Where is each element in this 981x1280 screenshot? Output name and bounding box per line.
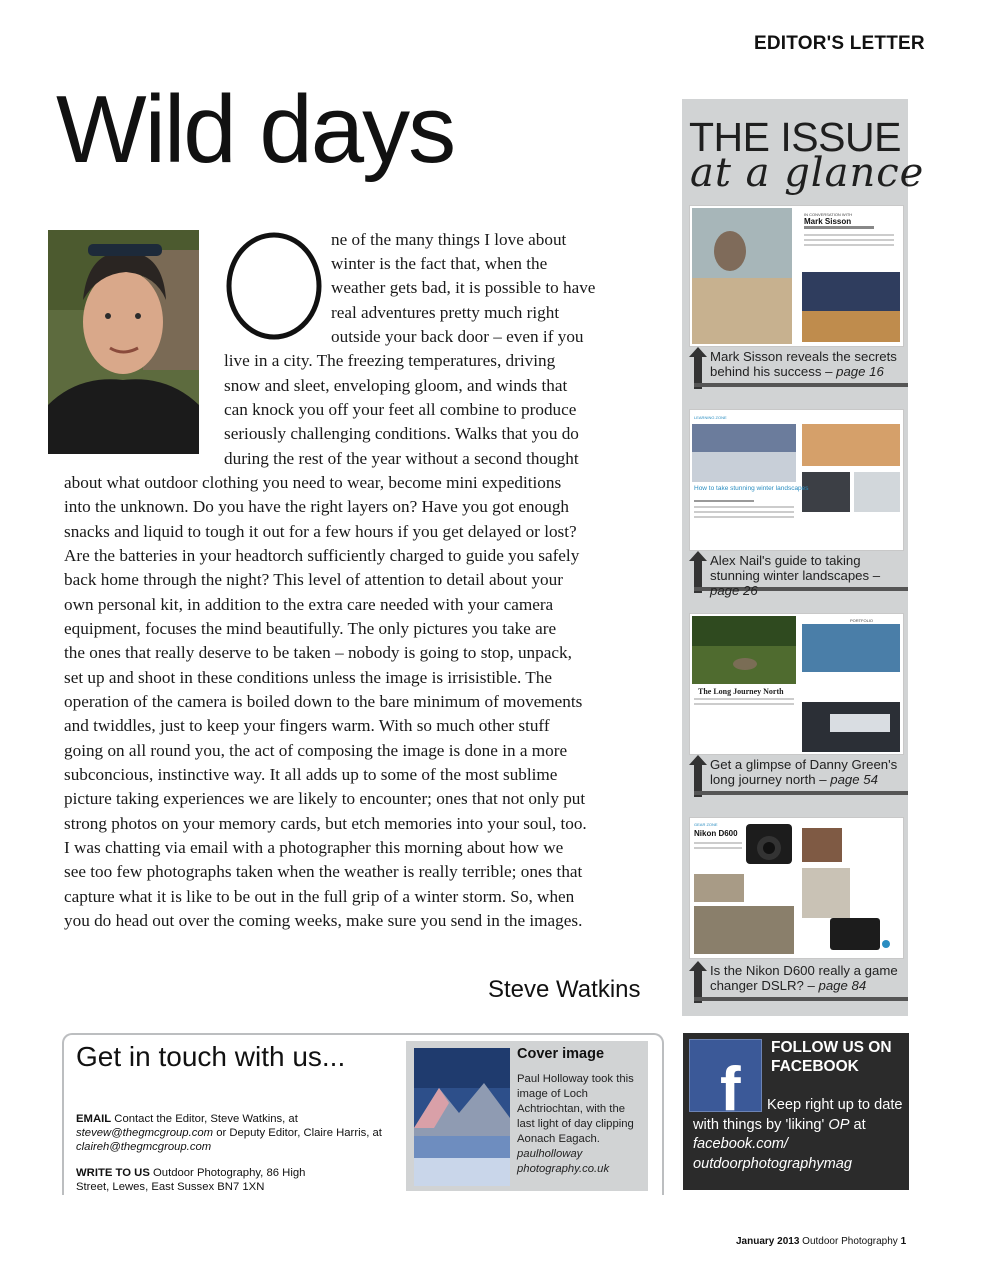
body-line: during the rest of the year without a second thought [224,449,579,468]
body-line: I was chatting via email with a photographer this morning about how we [64,838,564,857]
body-line: and twiddles, just to keep your fingers warm. With so much other stuff [64,716,550,735]
svg-text:O: O [224,217,237,234]
body-line: you do head out over the coming weeks, make sure you send in the images. [64,911,583,930]
svg-text:LEARNING ZONE: LEARNING ZONE [694,415,727,420]
editor-email-link[interactable]: stevew@thegmcgroup.com [76,1127,214,1139]
body-line: the ones that really deserve to be taken – nobody is going to stop, unpack, [64,643,572,662]
photographer-link[interactable]: paulholloway photography.co.uk [517,1148,610,1175]
body-line: set up and shoot in these conditions unless the image is irrisistible. The [64,668,553,687]
section-label: EDITOR'S LETTER [754,33,925,54]
body-line: outside your back door – even if you [331,327,584,346]
issue-caption-1: Mark Sisson reveals the secrets behind his success – page 16 [710,349,897,379]
body-line: into the unknown. Do you have the right layers on? Have you got enough [64,497,570,516]
body-line: can knock you off your feet all combine to produce [224,400,577,419]
svg-text:The Long Journey North: The Long Journey North [698,687,784,696]
page-ref[interactable]: page 26 [710,583,758,598]
body-line: own personal kit, in addition to the extra care needed with your camera [64,595,554,614]
issue-caption-2: Alex Nail's guide to taking stunning winter landscapes – page 26 [710,553,881,598]
body-line: seriously challenging conditions. Walks that you do [224,424,579,443]
issue-thumbnail-1[interactable] [689,205,904,347]
body-line: equipment, focuses the mind beautifully. The only pictures you take are [64,619,557,638]
svg-text:IN CONVERSATION WITH: IN CONVERSATION WITH [804,212,853,217]
body-line: winter is the fact that, when the [331,254,548,273]
body-line: subconcious, instinctive way. It all adds up to some of the most sublime [64,765,558,784]
body-line: snow and sleet, enveloping gloom, and winds that [224,376,568,395]
issue-caption-3: Get a glimpse of Danny Green's long journey north – page 54 [710,757,898,787]
sidebar-subtitle: at a glance [690,150,925,196]
author-photo [48,230,199,454]
contact-title: Get in touch with us... [76,1041,346,1072]
page-ref[interactable]: page 84 [818,978,867,993]
body-line: ne of the many things I love about [331,230,567,249]
svg-text:GEAR ZONE: GEAR ZONE [694,822,718,827]
body-line: weather gets bad, it is possible to have [331,278,596,297]
divider [694,383,908,389]
body-line: strong photos on your memory cards, but etch memories into your soul, too. [64,814,587,833]
body-line: real adventures pretty much right [331,303,560,322]
svg-text:How to take stunning winter la: How to take stunning winter landscapes [694,485,809,492]
body-line: back home through the night? This level of attention to detail about your [64,570,563,589]
body-line: going on all round you, the act of composing the image is done in a more [64,741,568,760]
body-line: picture taking experiences we are likely to encounter; ones that not only put [64,789,586,808]
body-line: live in a city. The freezing temperatures, driving [224,351,556,370]
contact-details: EMAIL Contact the Editor, Steve Watkins, at stevew@thegmcgroup.com or Deputy Editor, Claire Harris, at claireh@thegmcgroup.com WRITE TO US Outdoor Photography, 86 High Street, Lewes, East Sussex BN7 1XN [76,1113,382,1193]
body-line: operation of the camera is boiled down to the bare minimum of movements [64,692,583,711]
issue-thumbnail-4[interactable] [689,817,904,959]
signature: Steve Watkins [488,976,641,1003]
divider [694,997,908,1003]
svg-text:PORTFOLIO: PORTFOLIO [850,618,874,623]
deputy-email-link[interactable]: claireh@thegmcgroup.com [76,1141,212,1153]
svg-text:Nikon D600: Nikon D600 [694,829,738,838]
facebook-link[interactable]: facebook.com/ outdoorphotographymag [693,1136,853,1172]
body-line: Are the batteries in your headtorch sufficiently charged to guide you safely [64,546,580,565]
facebook-title: FOLLOW US ON FACEBOOK [771,1039,892,1075]
cover-thumbnail [414,1048,510,1186]
sidebar-title: THE ISSUE [689,114,901,160]
page-title: Wild days [56,76,455,183]
page-ref[interactable]: page 16 [836,364,884,379]
body-line: see too few photographs taken when the weather is really terrible; ones that [64,862,583,881]
body-line: capture what it is like to be out in the full grip of a winter storm. So, when [64,887,575,906]
cover-caption: Paul Holloway took this image of Loch Achtriochtan, with the last light of day clipping Aonach Eagach. paulholloway photography.co.uk [517,1072,642,1177]
facebook-text: Keep right up to date with things by 'liking' OP at facebook.com/ outdoorphotographymag [693,1097,903,1172]
issue-thumbnail-3[interactable] [689,613,904,755]
svg-text:Mark Sisson: Mark Sisson [804,217,852,226]
issue-caption-4: Is the Nikon D600 really a game changer DSLR? – page 84 [710,963,898,993]
page-ref[interactable]: page 54 [830,772,878,787]
issue-thumbnail-2[interactable] [689,409,904,551]
divider [694,791,908,797]
cover-title: Cover image [517,1046,605,1062]
page-folio: January 2013 Outdoor Photography 1 [736,1236,907,1247]
drop-cap [224,217,324,342]
body-line: about what outdoor clothing you need to wear, become mini expeditions [64,473,562,492]
svg-text:f: f [720,1055,741,1124]
body-line: snacks and liquid to tough it out for a few hours if you get delayed or lost? [64,522,577,541]
